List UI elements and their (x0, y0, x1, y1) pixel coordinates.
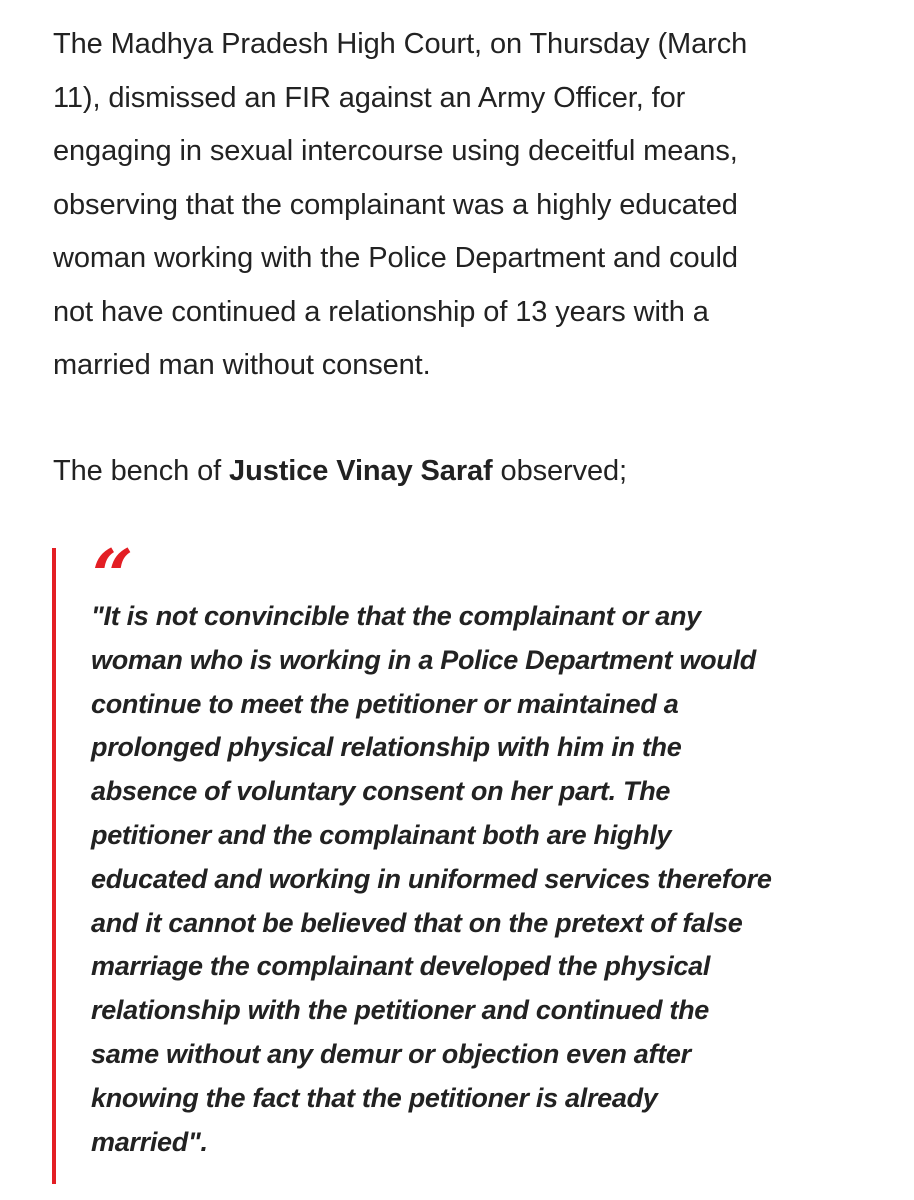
quote-line: married". (91, 1126, 208, 1157)
quote-line: absence of voluntary consent on her part. The (91, 776, 671, 807)
quote-line: "It is not convincible that the complainant or any (91, 601, 701, 631)
judge-name: Justice Vinay Saraf (229, 455, 493, 487)
intro-line: not have continued a relationship of 13 years with a (53, 295, 709, 328)
quote-line: marriage the complainant developed the physical (91, 951, 711, 982)
quote-line: relationship with the petitioner and continued the (91, 995, 710, 1026)
intro-line: 11), dismissed an FIR against an Army Officer, for (53, 81, 686, 114)
quote-line: prolonged physical relationship with him in the (91, 732, 682, 763)
quote-line: and it cannot be believed that on the pretext of false (91, 907, 743, 938)
quote-mark-icon: “ (92, 533, 134, 618)
article-body (53, 18, 883, 393)
bench-paragraph (53, 445, 627, 499)
intro-line: engaging in sexual intercourse using deceitful means, (53, 135, 738, 167)
blockquote (91, 595, 772, 1164)
quote-line: knowing the fact that the petitioner is already (91, 1082, 658, 1113)
quote-line: educated and working in uniformed services therefore (91, 863, 772, 894)
quote-line: woman who is working in a Police Department would (91, 644, 756, 675)
intro-line: married man without consent. (53, 349, 431, 381)
bench-prefix: The bench of (53, 455, 230, 487)
bench-suffix: observed; (492, 455, 628, 487)
quote-line: continue to meet the petitioner or maintained a (91, 688, 679, 719)
quote-line: same without any demur or objection even after (91, 1038, 691, 1069)
quote-line: petitioner and the complainant both are highly (91, 819, 672, 850)
intro-line: The Madhya Pradesh High Court, on Thursday (March (53, 28, 748, 60)
intro-paragraph (53, 18, 883, 393)
intro-line: observing that the complainant was a highly educated (53, 188, 738, 221)
blockquote-accent-bar (52, 548, 56, 1184)
intro-line: woman working with the Police Department and could (53, 242, 738, 274)
